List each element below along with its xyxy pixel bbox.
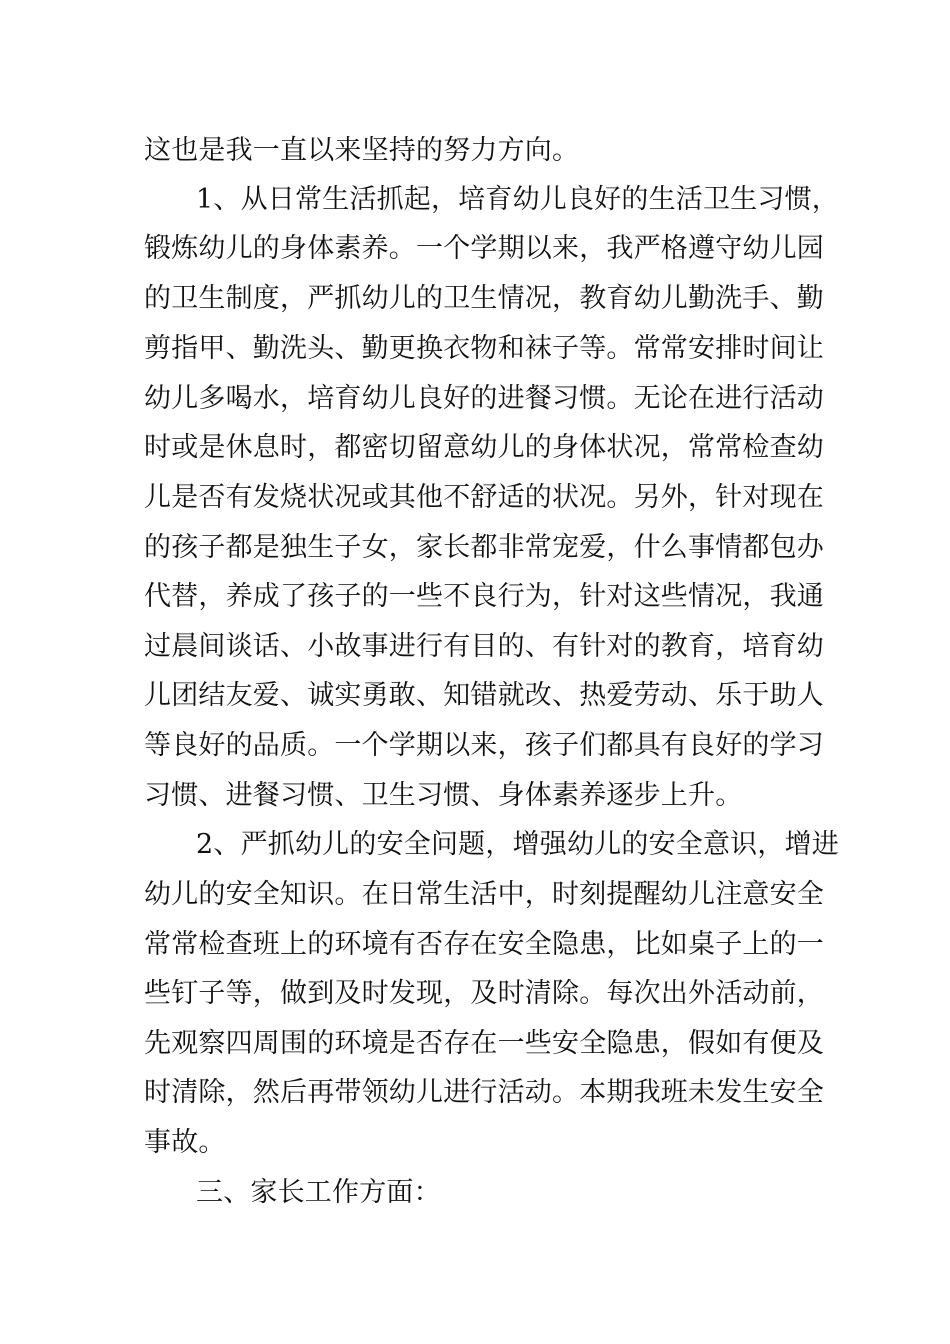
paragraph-1-start: 1、从日常生活抓起，培育幼儿良好的生活卫生习惯， [196, 184, 839, 215]
text-line: 幼儿多喝水，培育幼儿良好的进餐习惯。无论在进行活动 [144, 383, 824, 414]
paragraph-2-start: 2、严抓幼儿的安全问题，增强幼儿的安全意识，增进 [196, 829, 839, 860]
text-line: 时清除，然后再带领幼儿进行活动。本期我班未发生安全 [144, 1077, 824, 1108]
text-line: 时或是休息时，都密切留意幼儿的身体状况，常常检查幼 [144, 432, 824, 463]
text-line: 儿团结友爱、诚实勇敢、知错就改、热爱劳动、乐于助人 [144, 680, 824, 711]
text-line: 过晨间谈话、小故事进行有目的、有针对的教育，培育幼 [144, 631, 824, 662]
text-line: 先观察四周围的环境是否存在一些安全隐患，假如有便及 [144, 1028, 824, 1059]
text-line: 这也是我一直以来坚持的努力方向。 [144, 135, 580, 166]
text-line: 的卫生制度，严抓幼儿的卫生情况，教育幼儿勤洗手、勤 [144, 283, 824, 314]
text-line: 常常检查班上的环境有否存在安全隐患，比如桌子上的一 [144, 929, 824, 960]
text-line: 锻炼幼儿的身体素养。一个学期以来，我严格遵守幼儿园 [144, 233, 824, 264]
text-line: 代替，养成了孩子的一些不良行为，针对这些情况，我通 [144, 581, 824, 612]
text-line: 的孩子都是独生子女，家长都非常宠爱，什么事情都包办 [144, 532, 824, 563]
section-heading: 三、家长工作方面： [196, 1177, 441, 1208]
text-line: 些钉子等，做到及时发现，及时清除。每次出外活动前， [144, 978, 824, 1009]
text-line: 儿是否有发烧状况或其他不舒适的状况。另外，针对现在 [144, 482, 824, 513]
text-line: 等良好的品质。一个学期以来，孩子们都具有良好的学习 [144, 730, 824, 761]
text-line: 剪指甲、勤洗头、勤更换衣物和袜子等。常常安排时间让 [144, 333, 824, 364]
text-line: 事故。 [144, 1127, 226, 1158]
text-line: 习惯、进餐习惯、卫生习惯、身体素养逐步上升。 [144, 780, 743, 811]
text-line: 幼儿的安全知识。在日常生活中，时刻提醒幼儿注意安全 [144, 879, 824, 910]
